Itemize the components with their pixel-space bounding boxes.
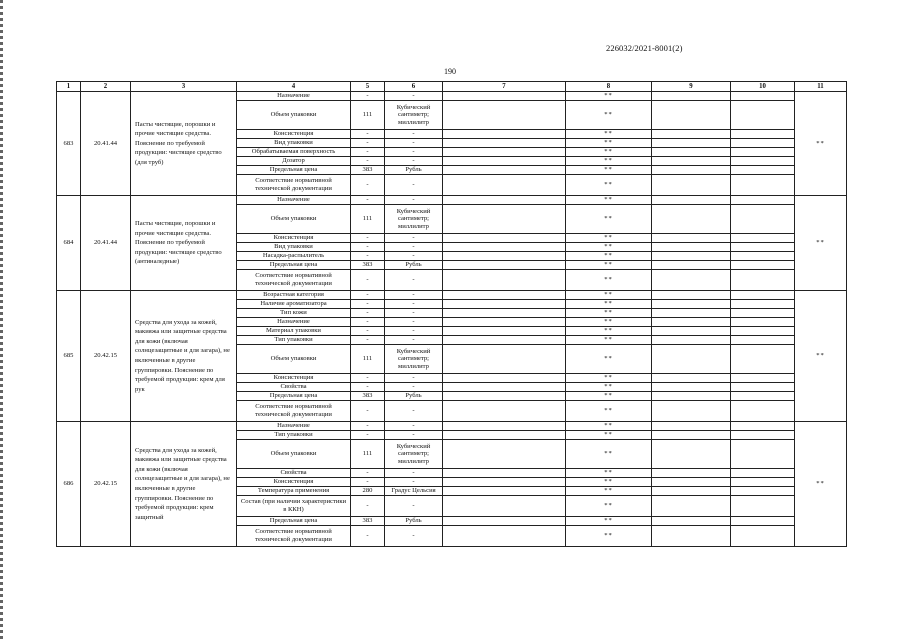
unit-name: -	[385, 422, 443, 431]
value-cell	[731, 440, 795, 469]
value-cell	[731, 318, 795, 327]
value-cell	[652, 234, 731, 243]
unit-code: -	[351, 383, 385, 392]
value-cell	[731, 252, 795, 261]
value-cell	[652, 196, 731, 205]
value-marker: **	[566, 261, 652, 270]
value-cell	[731, 431, 795, 440]
unit-name: -	[385, 270, 443, 291]
unit-name: Рубль	[385, 261, 443, 270]
value-marker: **	[566, 92, 652, 101]
unit-code: 280	[351, 487, 385, 496]
value-marker: **	[566, 383, 652, 392]
unit-code: -	[351, 175, 385, 196]
value-marker: **	[566, 469, 652, 478]
value-cell	[443, 431, 566, 440]
value-marker: **	[566, 270, 652, 291]
characteristic-name: Соответствие нормативной технической документации	[237, 526, 351, 547]
value-cell	[443, 392, 566, 401]
unit-name: -	[385, 401, 443, 422]
table-row	[57, 196, 847, 205]
value-cell	[731, 291, 795, 300]
value-marker: **	[566, 205, 652, 234]
unit-code: 111	[351, 101, 385, 130]
unit-name: -	[385, 139, 443, 148]
scan-edge	[0, 0, 3, 640]
value-cell	[652, 336, 731, 345]
value-cell	[652, 478, 731, 487]
characteristic-name: Предельная цена	[237, 517, 351, 526]
value-marker: **	[566, 392, 652, 401]
table-row	[57, 422, 847, 431]
unit-name: -	[385, 92, 443, 101]
value-cell	[443, 440, 566, 469]
characteristic-name: Свойства	[237, 383, 351, 392]
value-cell	[652, 139, 731, 148]
unit-code: -	[351, 422, 385, 431]
unit-name: -	[385, 478, 443, 487]
unit-code: -	[351, 270, 385, 291]
unit-name: -	[385, 157, 443, 166]
value-cell	[443, 270, 566, 291]
value-cell	[652, 374, 731, 383]
unit-code: -	[351, 309, 385, 318]
unit-name: -	[385, 374, 443, 383]
value-cell	[652, 101, 731, 130]
value-cell	[652, 243, 731, 252]
item-number: 686	[57, 422, 81, 547]
unit-name: -	[385, 291, 443, 300]
unit-code: -	[351, 148, 385, 157]
characteristic-name: Соответствие нормативной технической документации	[237, 401, 351, 422]
value-cell	[652, 92, 731, 101]
value-marker: **	[566, 345, 652, 374]
value-cell	[443, 205, 566, 234]
value-marker: **	[566, 327, 652, 336]
okpd-code: 20.41.44	[81, 196, 131, 291]
unit-name: -	[385, 130, 443, 139]
characteristic-name: Предельная цена	[237, 166, 351, 175]
value-marker: **	[566, 401, 652, 422]
value-cell	[652, 252, 731, 261]
unit-name: -	[385, 309, 443, 318]
unit-name: Рубль	[385, 166, 443, 175]
unit-name: Кубический сантиметр; миллилитр	[385, 101, 443, 130]
unit-code: -	[351, 478, 385, 487]
okpd-code: 20.42.15	[81, 291, 131, 422]
value-marker: **	[566, 309, 652, 318]
column-header: 8	[566, 82, 652, 92]
unit-code: -	[351, 431, 385, 440]
characteristic-name: Наличие ароматизатора	[237, 300, 351, 309]
value-marker: **	[566, 291, 652, 300]
value-cell	[652, 496, 731, 517]
value-cell	[652, 300, 731, 309]
value-cell	[443, 291, 566, 300]
value-cell	[652, 526, 731, 547]
value-marker: **	[566, 300, 652, 309]
unit-code: 383	[351, 166, 385, 175]
unit-code: -	[351, 300, 385, 309]
value-marker: **	[566, 196, 652, 205]
value-cell	[731, 496, 795, 517]
characteristic-name: Тип упаковки	[237, 431, 351, 440]
value-cell	[443, 261, 566, 270]
characteristic-name: Предельная цена	[237, 392, 351, 401]
value-cell	[731, 374, 795, 383]
value-cell	[652, 422, 731, 431]
unit-code: -	[351, 469, 385, 478]
value-cell	[652, 157, 731, 166]
characteristic-name: Назначение	[237, 92, 351, 101]
characteristic-name: Объем упаковки	[237, 440, 351, 469]
unit-code: -	[351, 526, 385, 547]
characteristic-name: Консистенция	[237, 478, 351, 487]
unit-code: 383	[351, 392, 385, 401]
value-cell	[652, 261, 731, 270]
unit-name: -	[385, 196, 443, 205]
unit-name: -	[385, 234, 443, 243]
product-name: Средства для ухода за кожей, макияжа или защитные средства для кожи (включая солнцезащитные и для загара), не включенные в другие группировки. Пояснение по требуемой продукции: крем для рук	[131, 291, 237, 422]
value-cell	[731, 526, 795, 547]
value-cell	[652, 401, 731, 422]
column-header: 5	[351, 82, 385, 92]
column-header: 1	[57, 82, 81, 92]
characteristic-name: Обрабатываемая поверхность	[237, 148, 351, 157]
value-cell	[731, 148, 795, 157]
value-cell	[443, 383, 566, 392]
unit-name: -	[385, 300, 443, 309]
value-cell	[652, 148, 731, 157]
unit-name: Кубический сантиметр; миллилитр	[385, 205, 443, 234]
unit-name: -	[385, 327, 443, 336]
unit-code: -	[351, 139, 385, 148]
value-cell	[443, 309, 566, 318]
unit-code: 383	[351, 261, 385, 270]
characteristic-name: Консистенция	[237, 234, 351, 243]
value-cell	[652, 130, 731, 139]
value-cell	[731, 243, 795, 252]
page-number: 190	[444, 67, 456, 76]
value-cell	[443, 234, 566, 243]
characteristic-name: Консистенция	[237, 130, 351, 139]
unit-name: -	[385, 252, 443, 261]
column-header: 7	[443, 82, 566, 92]
value-cell	[443, 478, 566, 487]
value-marker: **	[566, 478, 652, 487]
document-number: 226032/2021-8001(2)	[606, 43, 683, 53]
justification-marker: **	[795, 422, 847, 547]
value-cell	[652, 383, 731, 392]
characteristic-name: Соответствие нормативной технической документации	[237, 175, 351, 196]
unit-code: -	[351, 196, 385, 205]
unit-code: -	[351, 243, 385, 252]
value-marker: **	[566, 422, 652, 431]
value-cell	[731, 157, 795, 166]
value-cell	[652, 166, 731, 175]
unit-name: -	[385, 175, 443, 196]
value-marker: **	[566, 440, 652, 469]
value-cell	[443, 469, 566, 478]
characteristics-table	[56, 81, 847, 547]
value-cell	[731, 469, 795, 478]
characteristic-name: Вид упаковки	[237, 139, 351, 148]
unit-code: -	[351, 252, 385, 261]
value-cell	[731, 175, 795, 196]
unit-code: -	[351, 157, 385, 166]
characteristic-name: Возрастная категория	[237, 291, 351, 300]
characteristic-name: Материал упаковки	[237, 327, 351, 336]
unit-code: 111	[351, 205, 385, 234]
unit-name: -	[385, 431, 443, 440]
value-cell	[652, 517, 731, 526]
characteristic-name: Назначение	[237, 422, 351, 431]
unit-code: -	[351, 327, 385, 336]
value-cell	[652, 431, 731, 440]
value-cell	[443, 101, 566, 130]
characteristic-name: Объем упаковки	[237, 101, 351, 130]
value-cell	[731, 101, 795, 130]
value-cell	[731, 92, 795, 101]
value-cell	[443, 300, 566, 309]
value-marker: **	[566, 318, 652, 327]
value-cell	[731, 392, 795, 401]
characteristic-name: Дозатор	[237, 157, 351, 166]
value-marker: **	[566, 175, 652, 196]
value-cell	[443, 166, 566, 175]
characteristic-name: Назначение	[237, 196, 351, 205]
product-name: Пасты чистящие, порошки и прочие чистящие средства. Пояснение по требуемой продукции: чистящее средство (антиналедные)	[131, 196, 237, 291]
value-cell	[443, 345, 566, 374]
okpd-code: 20.41.44	[81, 92, 131, 196]
value-cell	[652, 291, 731, 300]
value-cell	[443, 157, 566, 166]
value-cell	[443, 526, 566, 547]
value-cell	[652, 327, 731, 336]
value-marker: **	[566, 243, 652, 252]
value-cell	[443, 336, 566, 345]
value-cell	[731, 517, 795, 526]
unit-code: 111	[351, 345, 385, 374]
value-marker: **	[566, 166, 652, 175]
unit-name: -	[385, 526, 443, 547]
unit-code: -	[351, 374, 385, 383]
value-marker: **	[566, 496, 652, 517]
value-cell	[731, 309, 795, 318]
unit-code: 111	[351, 440, 385, 469]
value-cell	[652, 318, 731, 327]
item-number: 685	[57, 291, 81, 422]
value-cell	[731, 166, 795, 175]
unit-name: Кубический сантиметр; миллилитр	[385, 345, 443, 374]
value-cell	[731, 139, 795, 148]
unit-code: -	[351, 130, 385, 139]
value-marker: **	[566, 374, 652, 383]
value-cell	[652, 175, 731, 196]
justification-marker: **	[795, 196, 847, 291]
value-marker: **	[566, 487, 652, 496]
unit-code: -	[351, 496, 385, 517]
value-cell	[652, 309, 731, 318]
justification-marker: **	[795, 92, 847, 196]
value-cell	[443, 243, 566, 252]
value-cell	[652, 440, 731, 469]
characteristic-name: Назначение	[237, 318, 351, 327]
characteristic-name: Свойства	[237, 469, 351, 478]
value-cell	[731, 401, 795, 422]
unit-name: Рубль	[385, 517, 443, 526]
unit-code: 383	[351, 517, 385, 526]
unit-name: -	[385, 148, 443, 157]
value-cell	[731, 205, 795, 234]
characteristic-name: Состав (при наличии характеристики в ККН)	[237, 496, 351, 517]
value-cell	[443, 401, 566, 422]
value-cell	[443, 496, 566, 517]
value-cell	[443, 327, 566, 336]
value-cell	[731, 336, 795, 345]
value-marker: **	[566, 431, 652, 440]
value-marker: **	[566, 101, 652, 130]
unit-name: -	[385, 336, 443, 345]
characteristic-name: Насадка-распылитель	[237, 252, 351, 261]
value-marker: **	[566, 526, 652, 547]
unit-name: Кубический сантиметр; миллилитр	[385, 440, 443, 469]
value-cell	[731, 345, 795, 374]
value-marker: **	[566, 336, 652, 345]
value-cell	[443, 374, 566, 383]
unit-name: Рубль	[385, 392, 443, 401]
value-cell	[652, 487, 731, 496]
value-cell	[443, 487, 566, 496]
characteristic-name: Тип кожи	[237, 309, 351, 318]
unit-name: -	[385, 469, 443, 478]
table-row	[57, 92, 847, 101]
unit-name: -	[385, 243, 443, 252]
value-cell	[731, 383, 795, 392]
header-row	[57, 82, 847, 92]
value-marker: **	[566, 517, 652, 526]
value-cell	[652, 392, 731, 401]
column-header: 6	[385, 82, 443, 92]
value-cell	[443, 517, 566, 526]
value-cell	[443, 252, 566, 261]
value-marker: **	[566, 148, 652, 157]
unit-code: -	[351, 336, 385, 345]
unit-code: -	[351, 234, 385, 243]
unit-name: Градус Цельсия	[385, 487, 443, 496]
unit-code: -	[351, 318, 385, 327]
characteristic-name: Тип упаковки	[237, 336, 351, 345]
column-header: 11	[795, 82, 847, 92]
okpd-code: 20.42.15	[81, 422, 131, 547]
value-cell	[731, 327, 795, 336]
product-name: Средства для ухода за кожей, макияжа или защитные средства для кожи (включая солнцезащитные и для загара), не включенные в другие группировки. Пояснение по требуемой продукции: крем защитный	[131, 422, 237, 547]
unit-name: -	[385, 496, 443, 517]
value-cell	[443, 422, 566, 431]
value-cell	[731, 196, 795, 205]
value-cell	[731, 300, 795, 309]
unit-name: -	[385, 318, 443, 327]
characteristic-name: Консистенция	[237, 374, 351, 383]
unit-code: -	[351, 291, 385, 300]
value-cell	[652, 270, 731, 291]
value-cell	[443, 92, 566, 101]
justification-marker: **	[795, 291, 847, 422]
value-cell	[731, 422, 795, 431]
value-cell	[443, 148, 566, 157]
item-number: 683	[57, 92, 81, 196]
value-marker: **	[566, 139, 652, 148]
value-cell	[731, 130, 795, 139]
value-cell	[443, 139, 566, 148]
value-cell	[731, 487, 795, 496]
item-number: 684	[57, 196, 81, 291]
table-row	[57, 291, 847, 300]
value-cell	[731, 261, 795, 270]
unit-code: -	[351, 92, 385, 101]
value-cell	[443, 130, 566, 139]
unit-code: -	[351, 401, 385, 422]
column-header: 2	[81, 82, 131, 92]
characteristic-name: Соответствие нормативной технической документации	[237, 270, 351, 291]
value-cell	[652, 205, 731, 234]
column-header: 4	[237, 82, 351, 92]
value-cell	[731, 478, 795, 487]
value-cell	[443, 175, 566, 196]
value-cell	[443, 318, 566, 327]
value-cell	[731, 234, 795, 243]
value-marker: **	[566, 157, 652, 166]
characteristic-name: Температура применения	[237, 487, 351, 496]
value-cell	[652, 345, 731, 374]
unit-name: -	[385, 383, 443, 392]
column-header: 10	[731, 82, 795, 92]
column-header: 3	[131, 82, 237, 92]
value-marker: **	[566, 252, 652, 261]
value-cell	[443, 196, 566, 205]
characteristic-name: Предельная цена	[237, 261, 351, 270]
value-cell	[652, 469, 731, 478]
value-marker: **	[566, 130, 652, 139]
product-name: Пасты чистящие, порошки и прочие чистящие средства. Пояснение по требуемой продукции: чистящее средство (для труб)	[131, 92, 237, 196]
value-cell	[731, 270, 795, 291]
value-marker: **	[566, 234, 652, 243]
characteristic-name: Объем упаковки	[237, 345, 351, 374]
characteristic-name: Объем упаковки	[237, 205, 351, 234]
characteristic-name: Вид упаковки	[237, 243, 351, 252]
column-header: 9	[652, 82, 731, 92]
